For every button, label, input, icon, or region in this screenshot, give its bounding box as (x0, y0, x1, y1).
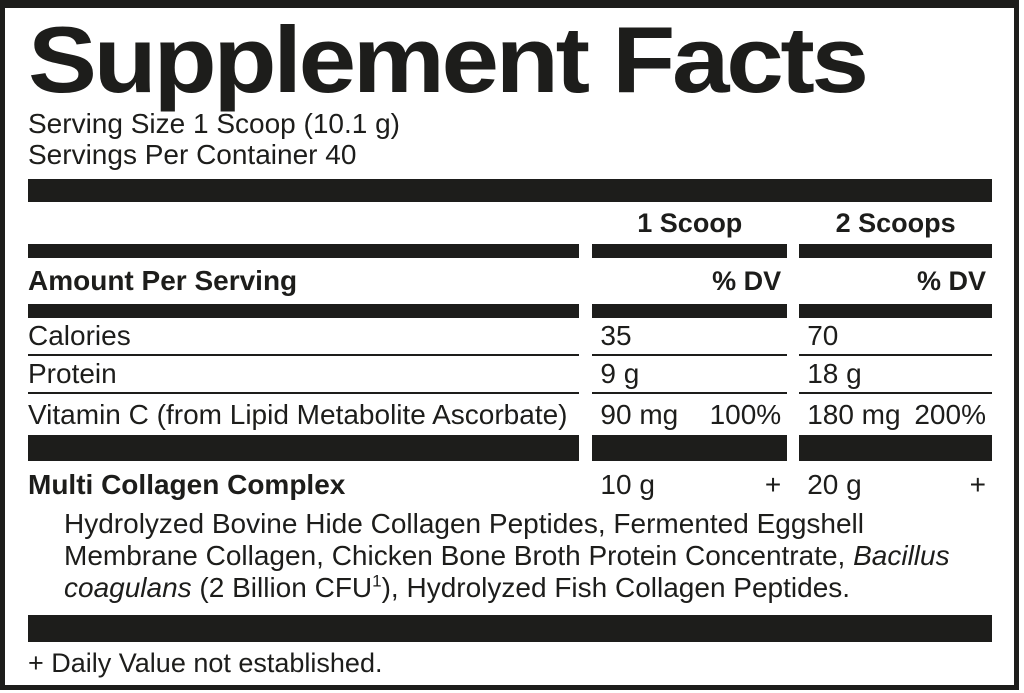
nutrient-name: Vitamin C (from Lipid Metabolite Ascorbate) (28, 398, 568, 430)
nutrient-amount: 70 (807, 320, 839, 351)
nutrient-name: Calories (28, 318, 579, 356)
segmented-divider-bar (28, 244, 992, 258)
nutrient-amount: 35 (600, 320, 632, 351)
nutrient-amount: 18 g (807, 358, 862, 389)
ingredient-text: Hydrolyzed Bovine Hide Collagen Peptides, Fermented Eggshell Membrane Collagen, Chicken Bone Broth Protein Concentrate, (64, 508, 864, 571)
nutrient-dv: 100% (709, 398, 782, 430)
ingredient-list (28, 508, 992, 604)
daily-value-footnote: + Daily Value not established. (28, 648, 383, 678)
ingredient-text: ), Hydrolyzed Fish Collagen Peptides. (381, 572, 851, 603)
amount-per-serving-row (28, 258, 992, 304)
nutrient-name: Protein (28, 356, 579, 394)
segmented-divider-bar (28, 304, 992, 318)
nutrient-row-vitamin-c (28, 394, 992, 435)
nutrient-amount: 20 g (807, 468, 862, 500)
daily-value-not-established-symbol: + (969, 468, 986, 500)
supplement-facts-title: Supplement Facts (28, 7, 866, 112)
percent-dv-label-col1: % DV (712, 265, 782, 296)
footnote-reference-superscript: 1 (372, 571, 382, 591)
nutrient-row-calories (28, 318, 992, 356)
nutrient-dv: 200% (914, 398, 986, 430)
scoop-header-row (28, 202, 992, 244)
segmented-thick-divider-bar (28, 435, 992, 461)
nutrient-row-protein (28, 356, 992, 394)
servings-per-container: Servings Per Container 40 (28, 139, 357, 170)
nutrient-amount: 180 mg (807, 398, 901, 430)
column-header-2-scoops: 2 Scoops (835, 207, 956, 238)
amount-per-serving-label: Amount Per Serving (28, 265, 298, 296)
nutrient-row-multi-collagen-complex (28, 461, 992, 508)
thick-divider-bar-bottom (28, 615, 992, 642)
column-header-1-scoop: 1 Scoop (637, 207, 743, 238)
serving-size: Serving Size 1 Scoop (10.1 g) (28, 108, 400, 139)
nutrient-amount: 10 g (600, 468, 655, 500)
thick-divider-bar-top (28, 179, 992, 202)
nutrient-amount: 9 g (600, 358, 640, 389)
percent-dv-label-col2: % DV (916, 265, 986, 296)
nutrient-amount: 90 mg (600, 398, 679, 430)
ingredient-text-italic: Bacillus coagulans (64, 540, 950, 603)
daily-value-not-established-symbol: + (764, 468, 782, 500)
nutrient-name: Multi Collagen Complex (28, 468, 346, 500)
ingredient-text: (2 Billion CFU (191, 572, 373, 603)
